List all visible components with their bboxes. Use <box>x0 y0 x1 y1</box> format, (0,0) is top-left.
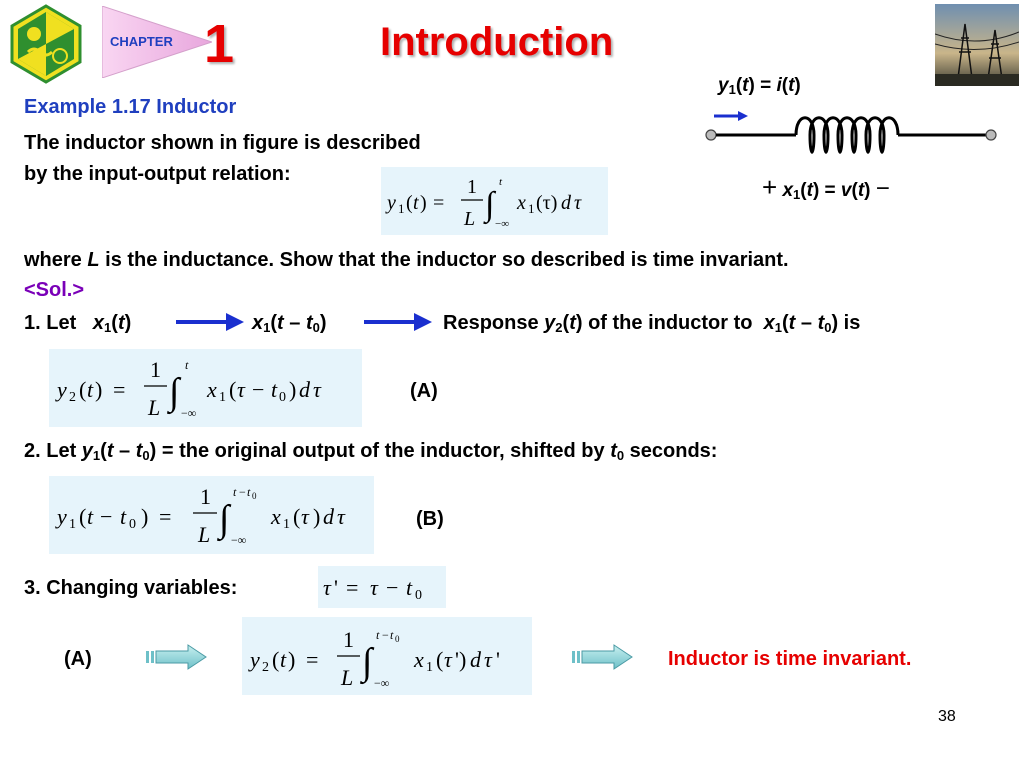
svg-text:(: ( <box>436 647 444 672</box>
svg-text:L: L <box>198 522 211 547</box>
step2-text: 2. Let $y_1(t - t_0)$ = the original output of the inductor, shifted by $t_0$ seconds: <box>24 440 718 463</box>
svg-text:1: 1 <box>200 484 211 509</box>
svg-text:t: t <box>376 628 380 642</box>
svg-text:∫: ∫ <box>169 371 180 413</box>
intro-line-1: The inductor shown in figure is described <box>24 132 421 154</box>
svg-text:=: = <box>159 504 172 529</box>
svg-text:−∞: −∞ <box>495 218 510 230</box>
svg-text:0: 0 <box>129 517 136 532</box>
svg-text:x: x <box>207 377 217 402</box>
slide-title: Introduction <box>380 20 614 64</box>
svg-text:−∞: −∞ <box>374 676 390 690</box>
svg-text:L: L <box>148 395 161 420</box>
university-logo-icon <box>6 4 86 84</box>
svg-text:t: t <box>390 628 394 642</box>
svg-text:∫: ∫ <box>362 641 373 683</box>
svg-text:=: = <box>113 377 126 402</box>
circuit-minus-sign: − <box>875 175 890 202</box>
svg-text:x: x <box>517 192 526 214</box>
svg-text:(: ( <box>293 504 301 529</box>
svg-text:τ: τ <box>574 192 582 214</box>
arrow-icon <box>176 311 246 333</box>
svg-text:t: t <box>499 176 503 188</box>
svg-text:x: x <box>271 504 281 529</box>
problem-statement: where L is the inductance. Show that the inductor so described is time invariant. <box>24 249 789 271</box>
circuit-bottom-label: + $x_1(t) = v(t)$ − <box>762 172 890 202</box>
svg-text:t: t <box>247 485 251 499</box>
substitution-equation <box>318 566 446 608</box>
svg-text:∫: ∫ <box>485 186 495 223</box>
svg-text:1: 1 <box>283 517 290 532</box>
svg-text:−: − <box>386 575 399 600</box>
step1-response-text: Response $y_2(t)$ of the inductor to $x_1(t - t_0)$ is <box>443 312 861 335</box>
block-arrow-icon <box>572 643 634 671</box>
svg-text:): ) <box>141 504 149 529</box>
svg-text:t: t <box>185 358 189 372</box>
svg-text:τ: τ <box>484 647 492 672</box>
svg-text:d: d <box>561 192 571 214</box>
svg-text:): ) <box>95 377 103 402</box>
svg-text:): ) <box>289 377 297 402</box>
svg-text:): ) <box>288 647 296 672</box>
svg-text:t: t <box>233 485 237 499</box>
svg-text:τ: τ <box>301 504 309 529</box>
svg-text:y: y <box>250 647 260 672</box>
svg-text:−: − <box>252 377 265 402</box>
svg-text:L: L <box>464 208 476 230</box>
svg-text:(: ( <box>229 377 237 402</box>
svg-text:(τ): (τ) <box>536 192 558 214</box>
svg-text:t: t <box>120 504 127 529</box>
svg-text:1: 1 <box>69 517 76 532</box>
svg-text:x: x <box>414 647 424 672</box>
final-equation <box>242 617 532 695</box>
step1-let: 1. Let $x_1(t)$ <box>24 312 132 335</box>
svg-text:): ) <box>313 504 321 529</box>
solution-label: <Sol.> <box>24 279 85 301</box>
svg-text:': ' <box>496 647 500 672</box>
main-relation-equation <box>381 167 608 235</box>
svg-text:−: − <box>382 628 389 642</box>
svg-text:t: t <box>406 575 413 600</box>
svg-text:1: 1 <box>467 176 477 198</box>
svg-text:d: d <box>323 504 334 529</box>
svg-text:=: = <box>346 575 359 600</box>
block-arrow-icon <box>146 643 208 671</box>
svg-text:y: y <box>57 377 67 402</box>
svg-text:'): ') <box>455 647 467 672</box>
equation-a-tag: (A) <box>410 380 438 402</box>
chapter-number: 1 <box>204 14 235 74</box>
svg-text:1: 1 <box>426 660 433 675</box>
svg-text:): ) <box>420 192 427 214</box>
circuit-plus-sign: + <box>762 172 778 202</box>
svg-text:(: ( <box>79 504 87 529</box>
power-lines-photo-icon <box>935 4 1019 86</box>
svg-text:1: 1 <box>398 201 405 216</box>
intro-line-2: by the input-output relation: <box>24 163 291 185</box>
arrow-icon <box>364 311 434 333</box>
svg-text:y: y <box>57 504 67 529</box>
svg-text:=: = <box>433 192 445 214</box>
equation-a <box>49 349 362 427</box>
svg-text:τ: τ <box>444 647 452 672</box>
svg-text:∫: ∫ <box>219 498 230 540</box>
svg-text:(: ( <box>406 192 413 214</box>
svg-text:τ: τ <box>313 377 321 402</box>
svg-text:−: − <box>239 485 246 499</box>
svg-text:(: ( <box>272 647 280 672</box>
conclusion-text: Inductor is time invariant. <box>668 648 912 670</box>
svg-text:d: d <box>299 377 310 402</box>
svg-text:t: t <box>87 504 94 529</box>
svg-text:t: t <box>271 377 278 402</box>
svg-text:(: ( <box>79 377 87 402</box>
svg-text:L: L <box>341 665 354 690</box>
svg-text:1: 1 <box>219 390 226 405</box>
svg-text:1: 1 <box>528 201 535 216</box>
svg-text:t: t <box>413 192 419 214</box>
step3-text: 3. Changing variables: <box>24 577 238 599</box>
svg-text:−∞: −∞ <box>181 406 197 420</box>
svg-text:−∞: −∞ <box>231 533 247 547</box>
example-title: Example 1.17 Inductor <box>24 96 237 118</box>
svg-text:t: t <box>87 377 94 402</box>
svg-text:1: 1 <box>343 627 354 652</box>
svg-text:−: − <box>100 504 113 529</box>
final-tag: (A) <box>64 648 92 670</box>
svg-text:0: 0 <box>415 588 422 603</box>
svg-text:2: 2 <box>69 390 76 405</box>
svg-text:0: 0 <box>279 390 286 405</box>
inductor-coil-icon <box>700 108 1000 164</box>
svg-text:0: 0 <box>395 634 400 644</box>
svg-text:τ: τ <box>237 377 245 402</box>
svg-text:y: y <box>387 192 396 214</box>
equation-b <box>49 476 374 554</box>
svg-text:=: = <box>306 647 319 672</box>
page-number: 38 <box>938 708 956 725</box>
svg-text:τ: τ <box>370 575 378 600</box>
svg-text:τ: τ <box>323 575 331 600</box>
svg-text:t: t <box>280 647 287 672</box>
svg-text:0: 0 <box>252 491 257 501</box>
svg-text:τ: τ <box>337 504 345 529</box>
step1-shifted-input: $x_1(t - t_0)$ <box>252 312 327 335</box>
circuit-top-label: $y_1(t) = i(t)$ <box>718 75 801 97</box>
svg-text:1: 1 <box>150 357 161 382</box>
svg-text:': ' <box>334 575 338 600</box>
chapter-label: CHAPTER <box>110 34 173 49</box>
svg-text:d: d <box>470 647 481 672</box>
svg-text:2: 2 <box>262 660 269 675</box>
equation-b-tag: (B) <box>416 508 444 530</box>
